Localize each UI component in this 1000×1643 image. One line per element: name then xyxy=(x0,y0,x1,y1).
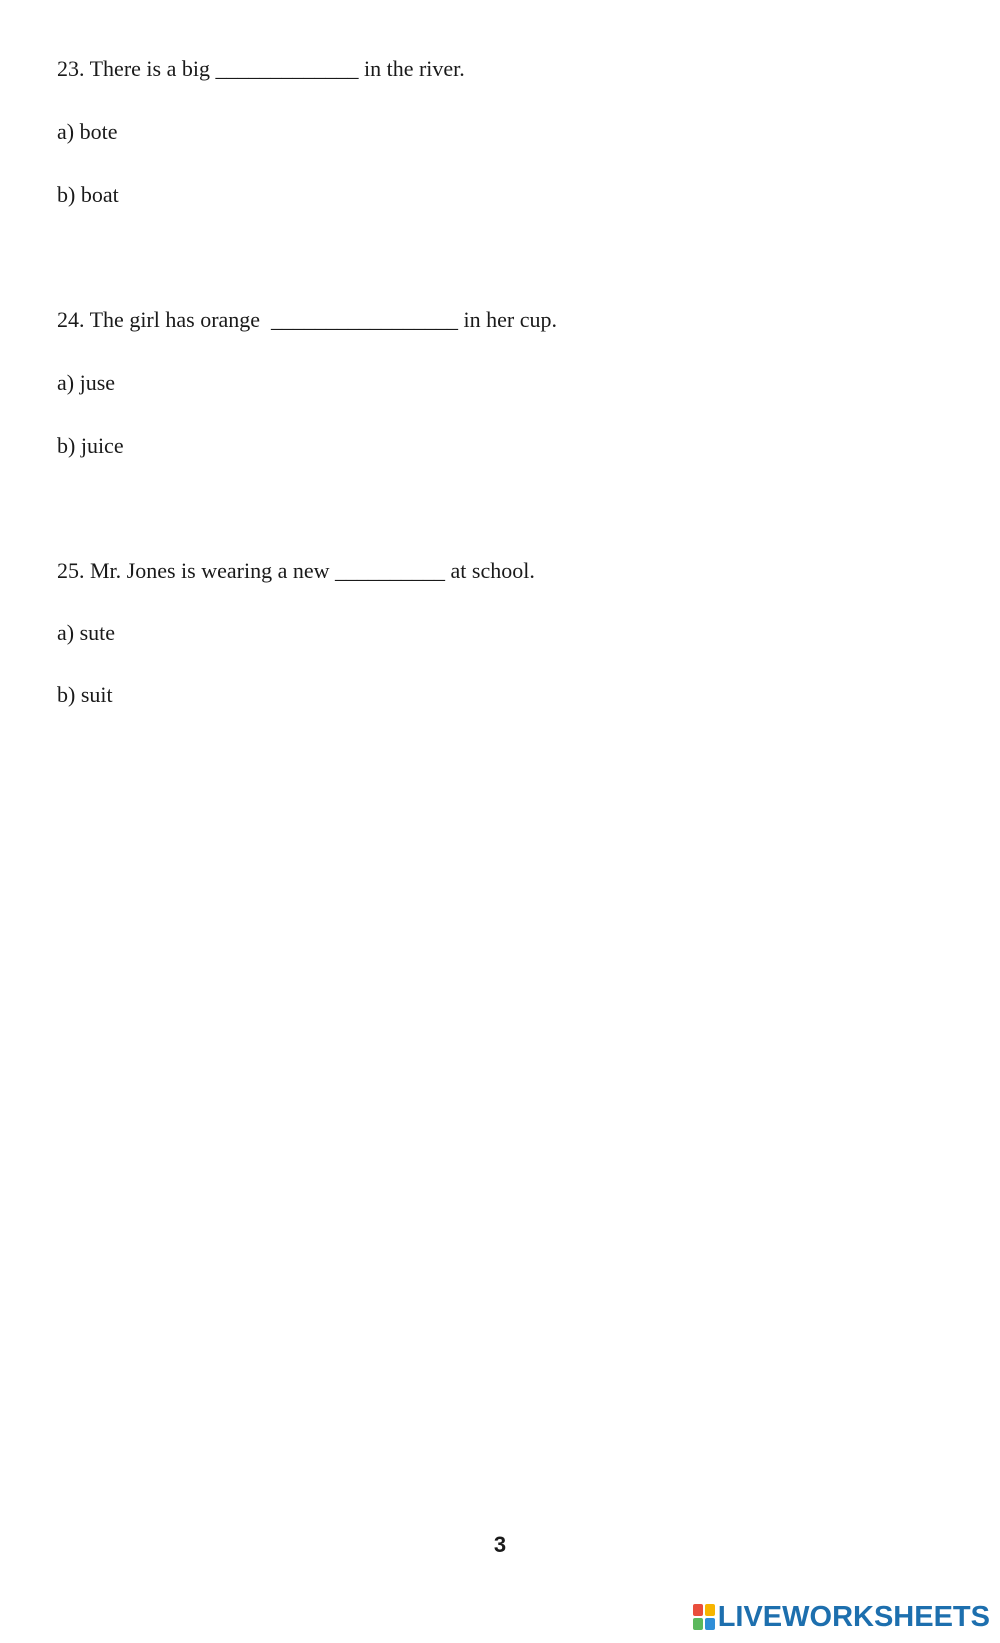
question-25 xyxy=(57,557,535,585)
question-number: 23. xyxy=(57,56,85,81)
question-text-after: at school. xyxy=(450,558,535,583)
option-24-b[interactable] xyxy=(57,432,124,460)
option-24-a[interactable] xyxy=(57,369,115,397)
option-label: a) xyxy=(57,370,75,395)
question-text-before: Mr. Jones is wearing a new xyxy=(90,558,330,583)
answer-blank[interactable]: _____________ xyxy=(215,56,359,81)
option-text: boat xyxy=(80,182,119,207)
brand-text: LIVEWORKSHEETS xyxy=(717,1600,990,1633)
option-label: b) xyxy=(57,433,76,458)
option-text: suit xyxy=(80,682,113,707)
question-text-before: There is a big xyxy=(89,56,210,81)
option-23-b[interactable] xyxy=(57,181,119,209)
option-text: bote xyxy=(79,119,118,144)
logo-square xyxy=(705,1618,715,1630)
question-text-after: in the river. xyxy=(363,56,465,81)
logo-square xyxy=(693,1618,703,1630)
option-25-b[interactable] xyxy=(57,681,113,709)
option-label: b) xyxy=(57,182,76,207)
question-text-after: in her cup. xyxy=(463,307,558,332)
answer-blank[interactable]: __________ xyxy=(335,558,446,583)
question-number: 24. xyxy=(57,307,85,332)
option-text: juse xyxy=(79,370,116,395)
option-label: b) xyxy=(57,682,76,707)
question-number: 25. xyxy=(57,558,85,583)
logo-square xyxy=(705,1604,715,1616)
option-text: sute xyxy=(79,620,116,645)
question-23 xyxy=(57,55,465,83)
answer-blank[interactable]: _________________ xyxy=(271,307,459,332)
liveworksheets-brand xyxy=(693,1600,990,1634)
option-label: a) xyxy=(57,620,75,645)
question-text-before: The girl has orange xyxy=(89,307,261,332)
logo-square xyxy=(693,1604,703,1616)
page-number: 3 xyxy=(493,1532,507,1557)
liveworksheets-logo-icon xyxy=(693,1604,715,1630)
option-text: juice xyxy=(80,433,124,458)
option-23-a[interactable] xyxy=(57,118,117,146)
option-label: a) xyxy=(57,119,75,144)
question-24 xyxy=(57,306,557,334)
option-25-a[interactable] xyxy=(57,619,115,647)
